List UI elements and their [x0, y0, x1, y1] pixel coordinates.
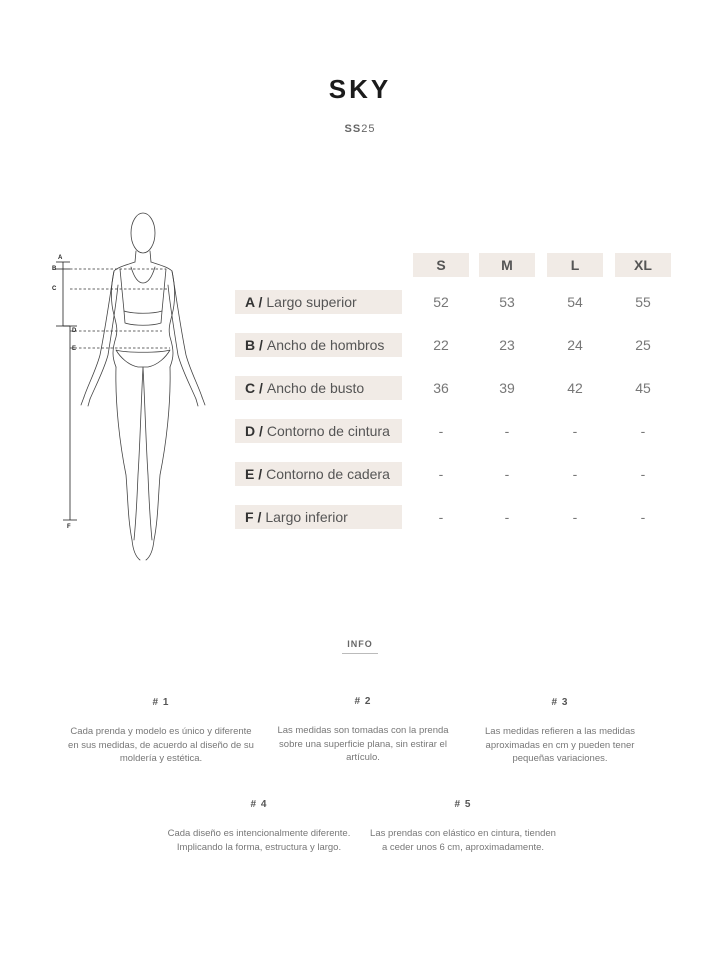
size-header-s: S: [413, 253, 469, 277]
info-heading: INFO: [347, 639, 373, 649]
cell-b-s: 22: [433, 337, 449, 353]
cell-b-xl: 25: [635, 337, 651, 353]
cell-e-m: -: [504, 466, 510, 482]
size-header-xl: XL: [615, 253, 671, 277]
svg-text:F: F: [67, 524, 71, 530]
cell-d-l: -: [572, 423, 578, 439]
cell-a-l: 54: [567, 294, 583, 310]
cell-c-l: 42: [567, 380, 583, 396]
cell-d-m: -: [504, 423, 510, 439]
svg-text:A: A: [58, 255, 63, 261]
cell-c-m: 39: [499, 380, 515, 396]
cell-c-xl: 45: [635, 380, 651, 396]
info-note-2: # 2 Las medidas son tomadas con la prenda sobre una superficie plana, sin estirar el artículo.: [277, 696, 449, 763]
cell-f-m: -: [504, 509, 510, 525]
row-label-f: F / Largo inferior: [235, 505, 402, 529]
cell-f-s: -: [438, 509, 444, 525]
info-note-3: # 3 Las medidas refieren a las medidas aproximadas en cm y pueden tener pequeñas variaciones.: [485, 697, 635, 764]
cell-f-l: -: [572, 509, 578, 525]
info-note-1: # 1 Cada prenda y modelo es único y diferente en sus medidas, de acuerdo al diseño de su moldería y estética.: [68, 697, 254, 764]
info-divider: [342, 653, 378, 654]
cell-a-m: 53: [499, 294, 515, 310]
size-header-m: M: [479, 253, 535, 277]
svg-text:D: D: [72, 328, 77, 334]
cell-a-s: 52: [433, 294, 449, 310]
cell-b-l: 24: [567, 337, 583, 353]
cell-c-s: 36: [433, 380, 449, 396]
measurement-figure: [48, 205, 218, 575]
cell-e-xl: -: [640, 466, 646, 482]
row-label-b: B / Ancho de hombros: [235, 333, 402, 357]
svg-text:B: B: [52, 266, 57, 272]
cell-b-m: 23: [499, 337, 515, 353]
row-label-d: D / Contorno de cintura: [235, 419, 402, 443]
figure-head: [131, 213, 155, 253]
cell-e-l: -: [572, 466, 578, 482]
cell-a-xl: 55: [635, 294, 651, 310]
row-label-a: A / Largo superior: [235, 290, 402, 314]
cell-f-xl: -: [640, 509, 646, 525]
size-header-l: L: [547, 253, 603, 277]
info-note-4: # 4 Cada diseño es intencionalmente diferente. Implicando la forma, estructura y largo.: [167, 799, 351, 853]
svg-text:C: C: [52, 286, 57, 292]
cell-d-xl: -: [640, 423, 646, 439]
cell-e-s: -: [438, 466, 444, 482]
product-title: SKY: [328, 74, 392, 104]
row-label-c: C / Ancho de busto: [235, 376, 402, 400]
svg-text:E: E: [72, 346, 77, 352]
row-label-e: E / Contorno de cadera: [235, 462, 402, 486]
season-label: SS25: [344, 123, 376, 135]
info-note-5: # 5 Las prendas con elástico en cintura, tienden a ceder unos 6 cm, aproximadamente.: [370, 799, 556, 853]
cell-d-s: -: [438, 423, 444, 439]
